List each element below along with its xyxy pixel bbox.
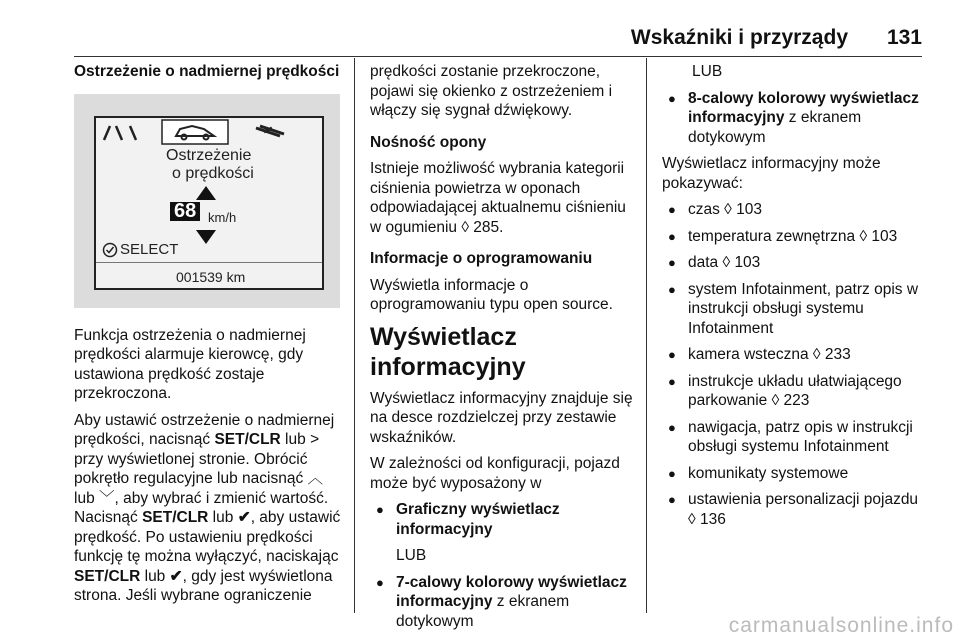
p2-text-1: Aby ustawić ostrzeżenie o nadmiernej prędkości, nacisnąć <box>74 411 335 448</box>
display-features-list <box>662 200 926 529</box>
arrow-up-icon <box>196 186 216 200</box>
list-item <box>370 500 636 539</box>
p2-text-3: przy wyświetlonej stronie. Obrócić pokrętło regulacyjne lub nacisnąć <box>74 450 308 487</box>
display-warning-line1: Ostrzeżenie <box>166 146 252 164</box>
road-icon <box>104 126 136 140</box>
speed-warning-graphic <box>74 94 340 308</box>
list-item: ● ustawienia personalizacji pojazdu ◊ 136 <box>662 490 926 529</box>
column-divider-2 <box>646 58 647 613</box>
info-display-section-heading: Wyświetlacz informacyjny <box>370 322 526 381</box>
p2-text-9: , gdy jest wyświetlona strona. Jeśli wybrane ograniczenie <box>74 567 333 604</box>
tyre-load-text: Istnieje możliwość wybrania kategorii ciśnienia powietrza w oponach odpowiadającej aktualnemu ciśnieniu w ogumieniu ◊ 285. <box>370 160 626 236</box>
column-1 <box>74 62 344 613</box>
or-label: LUB <box>692 63 723 80</box>
info-display-paragraph-2: W zależności od konfiguracji, pojazd może być wyposażony w <box>370 455 620 492</box>
display-type-7inch-rest: z ekranem dotykowym <box>396 593 570 630</box>
display-speed-unit: km/h <box>208 209 237 225</box>
p2-text-8: lub <box>140 567 170 585</box>
column-2 <box>370 62 636 638</box>
list-item: ● system Infotainment, patrz opis w instrukcji obsługi systemu Infotainment <box>662 280 926 339</box>
speed-warning-heading: Ostrzeżenie o nadmiernej prędkości <box>74 63 340 80</box>
setclr-label-1: SET/CLR <box>214 431 281 448</box>
display-divider <box>96 262 322 263</box>
display-odometer: 001539 km <box>176 268 246 285</box>
list-item <box>662 89 926 148</box>
display-type-7inch: 7-calowy kolorowy wyświetlacz informacyjny <box>396 573 627 610</box>
display-type-list-2 <box>370 573 636 632</box>
car-icon-box <box>162 120 228 144</box>
list-item: ● instrukcje układu ułatwiającego parkowanie ◊ 223 <box>662 372 926 411</box>
setclr-label-2: SET/CLR <box>142 509 209 526</box>
column-3 <box>662 62 926 536</box>
page-number: 131 <box>886 26 922 49</box>
list-item: ● kamera wsteczna ◊ 233 <box>662 345 926 365</box>
display-type-8inch: 8-calowy kolorowy wyświetlacz informacyjny <box>688 89 919 126</box>
p2-text-7: , aby ustawić prędkość. Po ustawieniu prędkości funkcję tę można wyłączyć, naciskając <box>74 509 341 565</box>
page-header-title: Wskaźniki i przyrządy <box>630 26 848 49</box>
list-item: ● data ◊ 103 <box>662 253 926 273</box>
list-item: ● temperatura zewnętrzna ◊ 103 <box>662 227 926 247</box>
chevron-down-icon: ﹀ <box>99 489 115 507</box>
list-item <box>370 573 636 632</box>
tyre-load-heading: Nośność opony <box>370 133 487 151</box>
list-item: ● nawigacja, patrz opis w instrukcji obsługi systemu Infotainment <box>662 418 926 457</box>
col2-continuation: prędkości zostanie przekroczone, pojawi się okienko z ostrzeżeniem i włączy się sygnał dźwiękowy. <box>370 63 613 119</box>
check-circle-icon <box>102 242 118 258</box>
p2-text-5: , aby wybrać i zmienić wartość. Nacisnąć <box>74 489 329 526</box>
software-info-text: Wyświetla informacje o oprogramowaniu typu open source. <box>370 276 613 313</box>
display-type-8inch-rest: z ekranem dotykowym <box>688 109 862 146</box>
display-warning-line2: o prędkości <box>172 164 254 182</box>
arrow-down-icon <box>196 230 216 244</box>
setclr-label-3: SET/CLR <box>74 567 141 585</box>
display-type-list <box>370 500 636 539</box>
display-select-label: SELECT <box>120 240 179 258</box>
chevron-right-icon: > <box>310 431 320 448</box>
display-type-graphic: Graficzny wyświetlacz informacyjny <box>396 501 560 538</box>
watermark: carmanualsonline.info <box>728 614 954 637</box>
speed-warning-paragraph-1: Funkcja ostrzeżenia o nadmiernej prędkości alarmuje kierowcę, gdy ustawiona prędkość zostaje przekroczona. <box>74 326 306 402</box>
p2-text-2: lub <box>280 431 311 448</box>
speed-warning-paragraph-2 <box>74 411 344 606</box>
p2-text-6: lub <box>208 509 238 526</box>
check-icon: ✔ <box>169 567 183 585</box>
p2-text-4: lub <box>74 489 99 507</box>
info-display-paragraph-1: Wyświetlacz informacyjny znajduje się na desce rozdzielczej przy zestawie wskaźników. <box>370 389 633 446</box>
display-can-show-intro: Wyświetlacz informacyjny może pokazywać: <box>662 155 881 192</box>
list-item: ● czas ◊ 103 <box>662 200 926 220</box>
or-label: LUB <box>396 547 427 564</box>
display-type-list-3 <box>662 89 926 148</box>
list-item: ● komunikaty systemowe <box>662 464 926 484</box>
tyre-icon <box>256 126 284 136</box>
display-screen <box>94 116 324 290</box>
chevron-up-icon: ︿ <box>307 470 324 487</box>
check-icon: ✔ <box>237 509 251 526</box>
display-speed-value: 68 <box>170 202 200 222</box>
column-divider-1 <box>354 58 355 613</box>
header-rule <box>74 56 922 57</box>
software-info-heading: Informacje o oprogramowaniu <box>370 250 593 267</box>
